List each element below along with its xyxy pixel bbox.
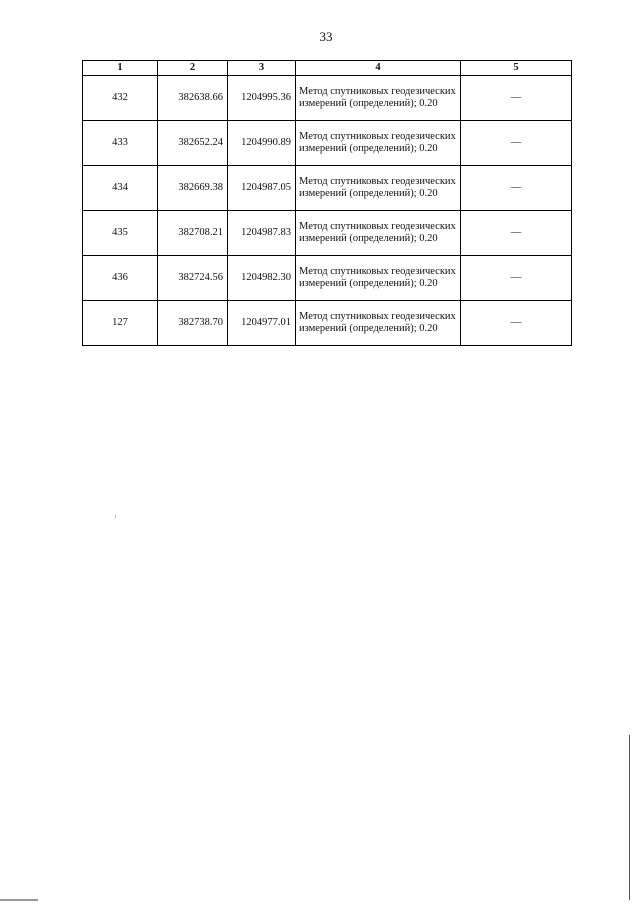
coordinate-y: 1204987.83 — [228, 211, 296, 256]
point-number: 127 — [83, 301, 158, 346]
column-header-1: 1 — [83, 61, 158, 76]
coordinate-x: 382738.70 — [158, 301, 228, 346]
method-accuracy: Метод спутниковых геодезических измерений (определений); 0.20 — [296, 256, 461, 301]
coordinate-y: 1204995.36 — [228, 76, 296, 121]
point-number: 433 — [83, 121, 158, 166]
table-row — [83, 301, 572, 346]
method-accuracy: Метод спутниковых геодезических измерений (определений); 0.20 — [296, 76, 461, 121]
column-header-2: 2 — [158, 61, 228, 76]
coordinate-y: 1204977.01 — [228, 301, 296, 346]
table-row — [83, 256, 572, 301]
coordinate-y: 1204987.05 — [228, 166, 296, 211]
table-row — [83, 166, 572, 211]
note-cell: — — [461, 121, 572, 166]
column-header-3: 3 — [228, 61, 296, 76]
coordinate-x: 382652.24 — [158, 121, 228, 166]
scan-corner-mark — [0, 899, 38, 901]
note-cell: — — [461, 166, 572, 211]
column-header-4: 4 — [296, 61, 461, 76]
scan-margin-line — [629, 735, 630, 900]
note-cell: — — [461, 256, 572, 301]
method-accuracy: Метод спутниковых геодезических измерений (определений); 0.20 — [296, 301, 461, 346]
point-number: 434 — [83, 166, 158, 211]
point-number: 435 — [83, 211, 158, 256]
coordinate-x: 382638.66 — [158, 76, 228, 121]
column-header-5: 5 — [461, 61, 572, 76]
note-cell: — — [461, 211, 572, 256]
point-number: 432 — [83, 76, 158, 121]
note-cell: — — [461, 301, 572, 346]
note-cell: — — [461, 76, 572, 121]
coordinate-x: 382708.21 — [158, 211, 228, 256]
coordinate-y: 1204990.89 — [228, 121, 296, 166]
method-accuracy: Метод спутниковых геодезических измерений (определений); 0.20 — [296, 121, 461, 166]
table-row — [83, 76, 572, 121]
scan-speck — [115, 515, 116, 518]
table-row — [83, 121, 572, 166]
method-accuracy: Метод спутниковых геодезических измерений (определений); 0.20 — [296, 211, 461, 256]
coordinate-x: 382724.56 — [158, 256, 228, 301]
table-row — [83, 211, 572, 256]
table-header-row — [83, 61, 572, 76]
coordinates-table — [82, 60, 572, 346]
point-number: 436 — [83, 256, 158, 301]
page-number: 33 — [319, 29, 333, 44]
method-accuracy: Метод спутниковых геодезических измерений (определений); 0.20 — [296, 166, 461, 211]
coordinate-y: 1204982.30 — [228, 256, 296, 301]
coordinate-x: 382669.38 — [158, 166, 228, 211]
